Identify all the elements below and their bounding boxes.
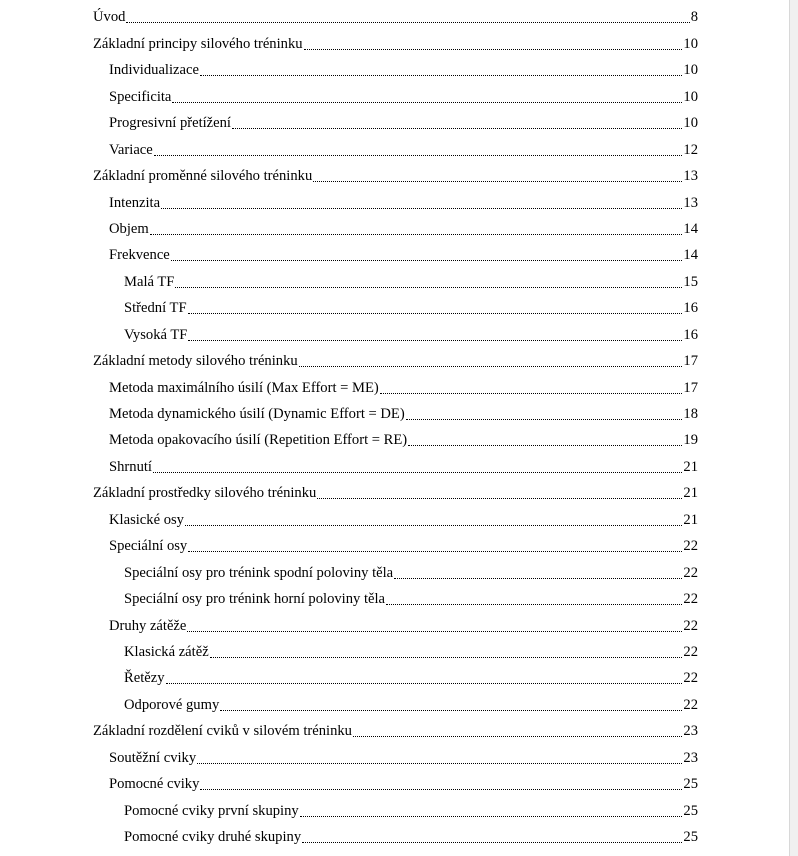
toc-entry-page: 12 xyxy=(683,141,698,158)
toc-leader-dots xyxy=(161,207,682,209)
toc-entry-page: 14 xyxy=(683,220,698,237)
toc-entry[interactable] xyxy=(0,612,698,638)
toc-entry-page: 21 xyxy=(683,458,698,475)
toc-entry[interactable] xyxy=(0,242,698,268)
toc-entry-title: Základní proměnné silového tréninku xyxy=(93,168,313,185)
toc-entry-page: 17 xyxy=(683,379,698,396)
toc-entry-title: Pomocné cviky xyxy=(109,776,200,793)
toc-entry[interactable] xyxy=(0,691,698,717)
toc-entry-title: Střední TF xyxy=(124,300,187,317)
toc-leader-dots xyxy=(150,233,683,235)
toc-entry-page: 17 xyxy=(683,353,698,370)
toc-entry[interactable] xyxy=(0,30,698,56)
toc-entry[interactable] xyxy=(0,771,698,797)
toc-entry-title: Progresivní přetížení xyxy=(109,115,231,132)
toc-entry-page: 22 xyxy=(683,538,698,555)
toc-entry[interactable] xyxy=(0,268,698,294)
toc-entry[interactable] xyxy=(0,665,698,691)
toc-entry-page: 13 xyxy=(683,194,698,211)
toc-leader-dots xyxy=(200,74,682,76)
toc-leader-dots xyxy=(171,259,683,261)
toc-leader-dots xyxy=(386,603,682,605)
toc-leader-dots xyxy=(185,524,682,526)
toc-entry-title: Speciální osy xyxy=(109,538,188,555)
toc-entry-title: Specificita xyxy=(109,88,172,105)
toc-entry-title: Základní metody silového tréninku xyxy=(93,353,298,370)
toc-entry-title: Metoda maximálního úsilí (Max Effort = ME) xyxy=(109,379,379,396)
toc-entry-page: 22 xyxy=(683,696,698,713)
toc-leader-dots xyxy=(166,682,683,684)
toc-leader-dots xyxy=(153,471,682,473)
toc-leader-dots xyxy=(300,815,683,817)
toc-leader-dots xyxy=(188,312,683,314)
toc-leader-dots xyxy=(232,127,682,129)
toc-entry[interactable] xyxy=(0,4,698,30)
toc-entry-page: 16 xyxy=(683,300,698,317)
toc-entry[interactable] xyxy=(0,559,698,585)
toc-entry[interactable] xyxy=(0,57,698,83)
toc-entry-title: Vysoká TF xyxy=(124,326,188,343)
toc-entry-page: 23 xyxy=(683,749,698,766)
toc-entry[interactable] xyxy=(0,295,698,321)
toc-entry-title: Individualizace xyxy=(109,62,199,79)
toc-entry[interactable] xyxy=(0,136,698,162)
toc-leader-dots xyxy=(408,444,682,446)
toc-leader-dots xyxy=(313,180,682,182)
toc-entry-page: 22 xyxy=(683,643,698,660)
toc-entry[interactable] xyxy=(0,506,698,532)
toc-leader-dots xyxy=(188,339,682,341)
toc-entry[interactable] xyxy=(0,374,698,400)
toc-entry[interactable] xyxy=(0,110,698,136)
toc-entry-page: 19 xyxy=(683,432,698,449)
toc-entry-title: Malá TF xyxy=(124,273,175,290)
toc-leader-dots xyxy=(220,709,682,711)
toc-leader-dots xyxy=(210,656,683,658)
toc-entry-page: 21 xyxy=(683,511,698,528)
toc-leader-dots xyxy=(302,841,682,843)
toc-leader-dots xyxy=(317,497,682,499)
toc-entry-title: Řetězy xyxy=(124,670,165,687)
toc-entry[interactable] xyxy=(0,401,698,427)
toc-entry-page: 10 xyxy=(683,62,698,79)
toc-leader-dots xyxy=(197,762,682,764)
toc-entry-page: 22 xyxy=(683,617,698,634)
toc-entry[interactable] xyxy=(0,453,698,479)
toc-entry-title: Základní prostředky silového tréninku xyxy=(93,485,317,502)
table-of-contents xyxy=(0,4,789,850)
toc-entry-title: Shrnutí xyxy=(109,458,152,475)
toc-entry-page: 25 xyxy=(683,802,698,819)
toc-entry[interactable] xyxy=(0,533,698,559)
toc-entry[interactable] xyxy=(0,639,698,665)
toc-entry-title: Pomocné cviky druhé skupiny xyxy=(124,829,302,845)
toc-entry-page: 13 xyxy=(683,168,698,185)
toc-entry-title: Základní rozdělení cviků v silovém tréninku xyxy=(93,723,352,740)
toc-entry-page: 22 xyxy=(683,564,698,581)
toc-entry-page: 18 xyxy=(683,406,698,422)
toc-entry[interactable] xyxy=(0,480,698,506)
toc-entry-page: 25 xyxy=(683,829,698,845)
toc-entry-title: Úvod xyxy=(93,9,126,26)
toc-entry-page: 10 xyxy=(683,115,698,132)
toc-entry-title: Odporové gumy xyxy=(124,696,220,713)
toc-entry-title: Objem xyxy=(109,220,149,237)
toc-entry-page: 16 xyxy=(683,326,698,343)
toc-entry-title: Klasické osy xyxy=(109,511,184,528)
toc-leader-dots xyxy=(126,21,689,23)
toc-entry-page: 21 xyxy=(683,485,698,502)
toc-entry[interactable] xyxy=(0,824,698,850)
toc-entry-title: Druhy zátěže xyxy=(109,617,187,634)
toc-leader-dots xyxy=(154,154,683,156)
toc-entry-title: Základní principy silového tréninku xyxy=(93,35,303,52)
toc-entry-page: 15 xyxy=(683,273,698,290)
toc-entry[interactable] xyxy=(0,586,698,612)
toc-entry-title: Speciální osy pro trénink spodní poloviny těla xyxy=(124,564,394,581)
toc-entry-page: 22 xyxy=(683,670,698,687)
toc-leader-dots xyxy=(353,735,682,737)
toc-entry-title: Pomocné cviky první skupiny xyxy=(124,802,299,819)
toc-entry-page: 8 xyxy=(690,9,698,26)
toc-leader-dots xyxy=(380,392,683,394)
toc-entry-title: Speciální osy pro trénink horní poloviny těla xyxy=(124,591,386,608)
toc-leader-dots xyxy=(172,101,682,103)
toc-leader-dots xyxy=(406,418,683,420)
toc-entry[interactable] xyxy=(0,718,698,744)
toc-leader-dots xyxy=(175,286,682,288)
toc-entry[interactable] xyxy=(0,744,698,770)
toc-entry[interactable] xyxy=(0,321,698,347)
toc-entry-page: 25 xyxy=(683,776,698,793)
toc-leader-dots xyxy=(394,577,682,579)
toc-entry-title: Metoda opakovacího úsilí (Repetition Effort = RE) xyxy=(109,432,408,449)
toc-entry[interactable] xyxy=(0,189,698,215)
toc-entry[interactable] xyxy=(0,348,698,374)
toc-entry-title: Soutěžní cviky xyxy=(109,749,197,766)
toc-leader-dots xyxy=(187,630,682,632)
toc-entry-page: 22 xyxy=(683,591,698,608)
toc-entry-page: 10 xyxy=(683,88,698,105)
window-edge xyxy=(789,0,798,856)
toc-entry[interactable] xyxy=(0,797,698,823)
toc-entry[interactable] xyxy=(0,427,698,453)
toc-entry-page: 14 xyxy=(683,247,698,264)
toc-entry-title: Variace xyxy=(109,141,153,158)
toc-entry[interactable] xyxy=(0,163,698,189)
toc-entry-page: 10 xyxy=(683,35,698,52)
toc-entry-title: Frekvence xyxy=(109,247,170,264)
toc-entry[interactable] xyxy=(0,83,698,109)
toc-entry[interactable] xyxy=(0,216,698,242)
toc-leader-dots xyxy=(299,365,683,367)
toc-leader-dots xyxy=(304,48,683,50)
toc-entry-page: 23 xyxy=(683,723,698,740)
toc-leader-dots xyxy=(188,550,682,552)
toc-entry-title: Intenzita xyxy=(109,194,161,211)
toc-leader-dots xyxy=(200,788,682,790)
toc-entry-title: Metoda dynamického úsilí (Dynamic Effort = DE) xyxy=(109,406,405,422)
toc-entry-title: Klasická zátěž xyxy=(124,643,209,660)
